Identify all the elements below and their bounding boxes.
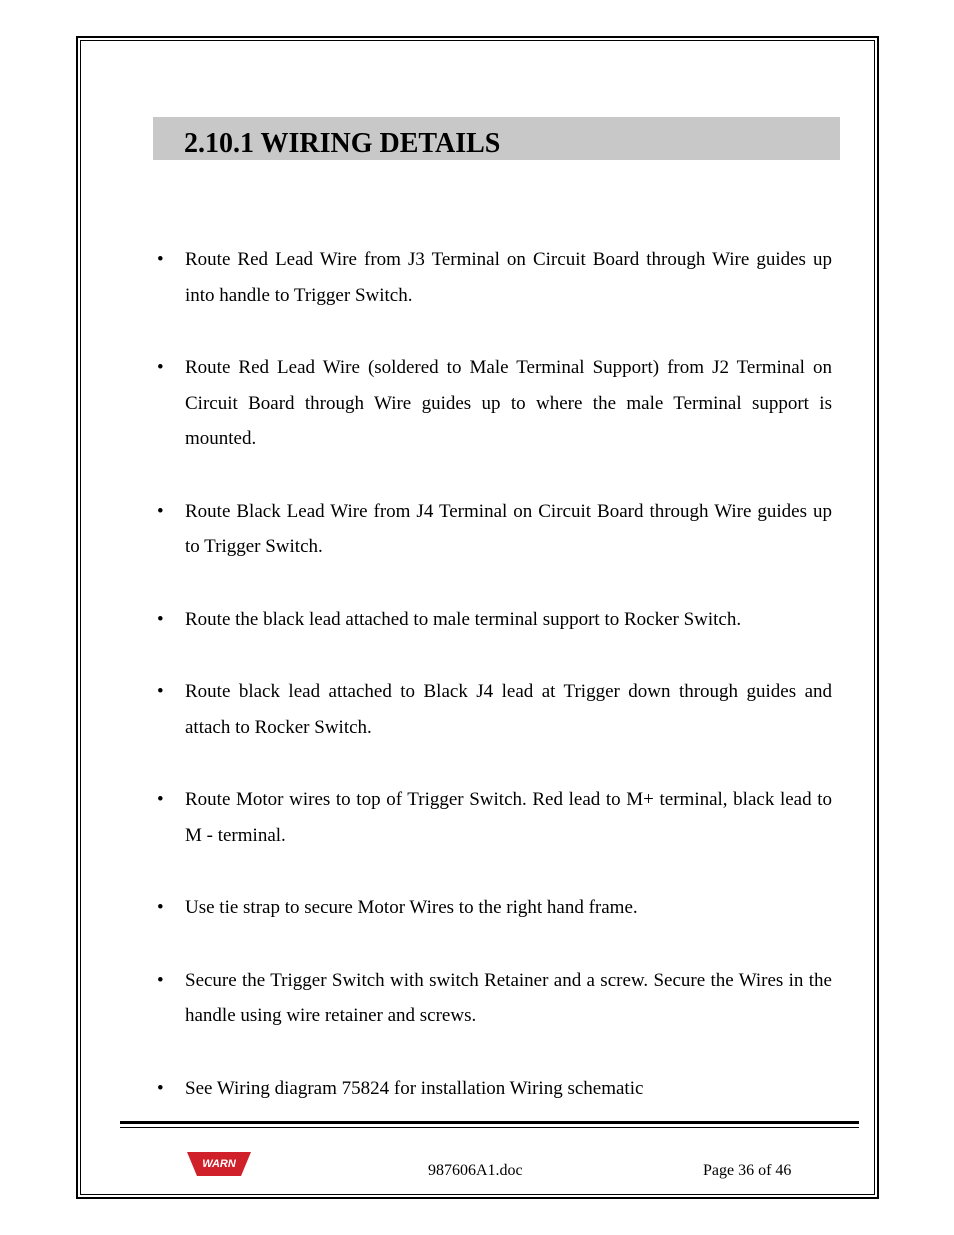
list-item (153, 494, 832, 565)
list-item (153, 890, 832, 926)
footer-doc-name: 987606A1.doc (428, 1162, 523, 1179)
warn-logo-icon (187, 1150, 251, 1178)
svg-text:WARN: WARN (202, 1158, 236, 1170)
list-item-text: See Wiring diagram 75824 for installation Wiring schematic (185, 1077, 644, 1099)
list-item (153, 674, 832, 745)
list-item (153, 1071, 832, 1107)
bullet-icon: • (157, 1077, 164, 1099)
section-heading-band (153, 117, 840, 160)
list-item (153, 602, 832, 638)
list-item-text: Secure the Trigger Switch with switch Retainer and a screw. Secure the Wires in the handle using wire retainer and screws. (185, 969, 832, 1026)
bullet-icon: • (157, 789, 164, 810)
list-item-text: Route Red Lead Wire (soldered to Male Terminal Support) from J2 Terminal on Circuit Board through Wire guides up to where the male Terminal support is mounted. (185, 357, 832, 449)
list-item-text: Use tie strap to secure Motor Wires to the right hand frame. (185, 897, 638, 918)
list-item (153, 242, 832, 313)
list-item (153, 782, 832, 853)
list-item-text: Route Black Lead Wire from J4 Terminal on Circuit Board through Wire guides up to Trigger Switch. (185, 500, 832, 557)
list-item-text: Route black lead attached to Black J4 lead at Trigger down through guides and attach to Rocker Switch. (185, 681, 832, 738)
list-item (153, 350, 832, 457)
list-item (153, 963, 832, 1034)
footer-page-number: Page 36 of 46 (703, 1162, 792, 1179)
wiring-steps-list (153, 242, 832, 1143)
section-title: 2.10.1 WIRING DETAILS (184, 128, 501, 159)
bullet-icon: • (157, 608, 164, 630)
footer-divider-thick (120, 1121, 859, 1124)
footer-divider-thin (120, 1127, 859, 1128)
bullet-icon: • (157, 500, 164, 522)
list-item-text: Route Motor wires to top of Trigger Switch. Red lead to M+ terminal, black lead to M - terminal. (185, 789, 832, 846)
bullet-icon: • (157, 969, 164, 991)
list-item-text: Route the black lead attached to male terminal support to Rocker Switch. (185, 608, 742, 630)
list-item-text: Route Red Lead Wire from J3 Terminal on Circuit Board through Wire guides up into handle to Trigger Switch. (185, 249, 832, 306)
bullet-icon: • (157, 681, 164, 702)
bullet-icon: • (157, 897, 164, 918)
bullet-icon: • (157, 357, 164, 378)
bullet-icon: • (157, 249, 164, 270)
